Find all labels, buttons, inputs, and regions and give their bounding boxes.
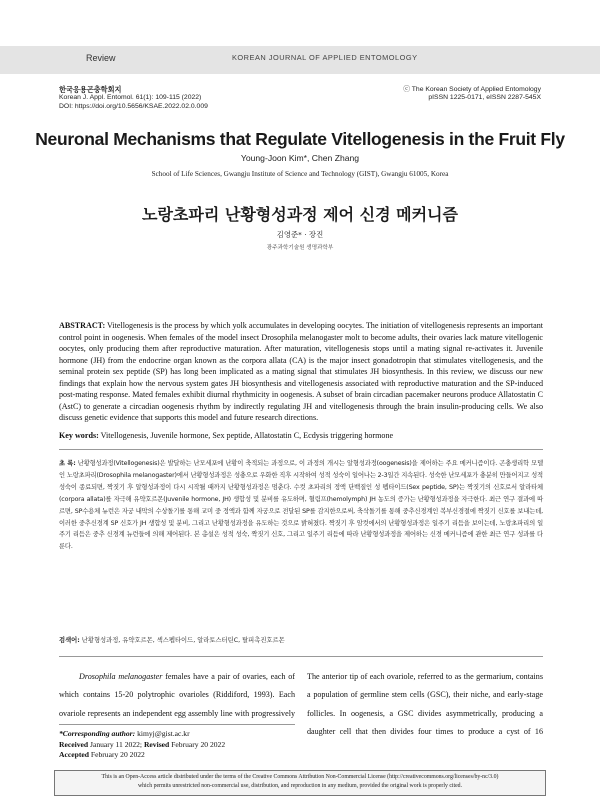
received-date: January 11 2022; [88, 739, 143, 749]
license-line-1: This is an Open-Access article distributed under the terms of the Creative Commons Attribution Non-Commercial License (http://creativecommons.org/licenses/by-nc/3.0) [101, 774, 499, 780]
korean-affiliation: 광주과학기술원 생명과학부 [266, 245, 334, 251]
article-title: Neuronal Mechanisms that Regulate Vitellogenesis in the Fruit Fly [35, 129, 565, 149]
intro-column-right: The anterior tip of each ovariole, referred to as the germarium, contains a population of germline stem cells (GSC), their niche, and early-stage follicles. In oogenesis, a GSC divides asymmetrically, producing a daughter cell that then divides four times to produce a cyst of 16 [307, 672, 543, 737]
license-box [54, 770, 546, 796]
species-name: Drosophila melanogaster [79, 672, 163, 681]
divider [59, 724, 295, 725]
affiliation: School of Life Sciences, Gwangju Institute of Science and Technology (GIST), Gwangju 61005, Korea [151, 170, 449, 178]
abstract-label: ABSTRACT: [59, 321, 106, 330]
journal-header-bar [0, 46, 600, 74]
accepted-label: Accepted [59, 750, 89, 760]
corresponding-email[interactable]: kimyj@gist.ac.kr [135, 729, 190, 738]
volume-line: Korean J. Appl. Entomol. 61(1): 109-115 (2022) [59, 94, 202, 102]
korean-keywords-text: 난황형성과정, 유약호르몬, 섹스펩타이드, 알라토스터틴C, 탈피촉진호르몬 [79, 637, 285, 644]
license-line-2: which permits unrestricted non-commercial use, distribution, and reproduction in any medium, provided the original work is properly cited. [137, 783, 463, 789]
doi-link[interactable]: DOI: https://doi.org/10.5656/KSAE.2022.02.0.009 [59, 102, 208, 110]
received-label: Received [59, 739, 89, 749]
keywords [59, 430, 543, 441]
korean-abstract [59, 458, 543, 553]
korean-abstract-label: 초 록: [59, 460, 76, 467]
article-type: Review [86, 53, 116, 63]
copyright: ⓒ The Korean Society of Applied Entomology [403, 86, 541, 93]
abstract [59, 320, 543, 424]
keywords-label: Key words: [59, 431, 99, 440]
korean-keywords [59, 636, 543, 646]
journal-korean-name: 한국응용곤충학회지 [59, 85, 122, 94]
divider [59, 656, 543, 657]
korean-keywords-label: 검색어: [59, 637, 80, 644]
korean-abstract-text: 난황형성과정(Vitellogenesis)은 발달하는 난모세포에 난황이 축적되는 과정으로, 이 과정의 개시는 알형성과정(oogenesis)을 제어하는 주요 메커니즘이다. 곤충생리학 모델인 노랑초파리(Drosophila melanogaster)에서 난황형성과정은 성충으로 우화한 직후 시작하여 성적 성숙이 일어나는 2-3일간 지속된다. 성숙한 난모세포가 충분히 만들어지고 성적 성숙이 종료되면, 짝짓기 후 알형성과정이 다시 시작될 때까지 난황형성과정은 멈춘다. 수컷 초파리의 정액 단백질인 성 펩타이드(Sex peptide, SP)는 짝짓기의 신호로서 알라타체(corpora allata)를 자극해 유약호르몬(Juvenile hormone, JH) 생합성 및 분비를 유도하며, 혈림프(hemolymph) JH 농도의 증가는 난황형성과정을 자극한다. 최근 연구 결과에 따르면, SP수용체 뉴런은 자궁 내막의 수상돌기를 통해 교미 중 정액과 함께 자궁으로 전달된 SP를 감지한으로써, 축삭돌기를 통해 중추신경계인 복부신경절에 짝짓기 신호를 보내는데, 이러한 중추신경계 SP 신호가 JH 생합성 및 분비, 그리고 난황형성과정을 유도하는 것으로 밝혀졌다. 짝짓기 후 암컷에서의 난황형성과정은 일주기 리듬을 보이는데, 노랑초파리의 일주기 리듬은 중추 신경계 뉴런들에 의해 제어된다. 본 총설은 성적 성숙, 짝짓기 신호, 그리고 일주기 리듬에 따라 난황형성과정을 제어하는 신경 메커니즘에 관한 최근 연구 성과를 다룬다. [59, 460, 543, 551]
rights-info [403, 86, 541, 103]
abstract-text: Vitellogenesis is the process by which yolk accumulates in developing oocytes. The initiation of vitellogenesis represents an important control point in oogenesis. When females of the model insect Drosophila melanogaster molt to become adults, their ovaries lack mature vitellogenic oocytes, only producing them after reproductive maturation. After maturation, vitellogenesis stops until a mating signal re-activates it. Juvenile hormone (JH) from the endocrine organ known as the corpora allata (CA) is the major insect gonadotropin that stimulates vitellogenesis, and the seminal protein sex peptide (SP) has long been implicated as a mating signal that stimulates JH biosynthesis. In this review, we discuss our new findings that explain how the nervous system gates JH biosynthesis and vitellogenesis associated with reproductive maturation and the SP-induced post-mating response. Mated females exhibit diurnal rhythmicity in oogenesis. A subset of brain circadian pacemaker neurons produce Allatostatin C (AstC) to generate a circadian oogenesis rhythm by indirectly regulating JH and vitellogenesis through the brain insulin-producing cells. We also discuss genetic evidence that supports this model and future research directions. [59, 321, 543, 422]
korean-author-list: 김영준* · 장진 [276, 230, 324, 239]
keywords-text: Vitellogenesis, Juvenile hormone, Sex peptide, Allatostatin C, Ecdysis triggering hormone [98, 431, 394, 440]
revised-label: Revised [143, 739, 170, 749]
issn: pISSN 1225-0171, eISSN 2287-545X [428, 94, 541, 102]
intro-column-left [59, 668, 295, 720]
correspondence-block [59, 729, 295, 761]
citation-info [59, 86, 208, 111]
korean-title: 노랑초파리 난황형성과정 제어 신경 메커니즘 [142, 205, 458, 224]
corresponding-label: *Corresponding author: [59, 729, 136, 738]
author-list: Young-Joon Kim*, Chen Zhang [240, 153, 360, 163]
revised-date: February 20 2022 [169, 739, 226, 749]
accepted-date: February 20 2022 [88, 750, 145, 760]
intro-left-text: females have a pair of ovaries, each of which contains 15-20 polytrophic ovarioles (Riddiford, 1993). Each ovariole represents an independent egg assembly line with progressively [59, 672, 295, 718]
divider [59, 449, 543, 450]
journal-name: KOREAN JOURNAL OF APPLIED ENTOMOLOGY [232, 53, 418, 62]
